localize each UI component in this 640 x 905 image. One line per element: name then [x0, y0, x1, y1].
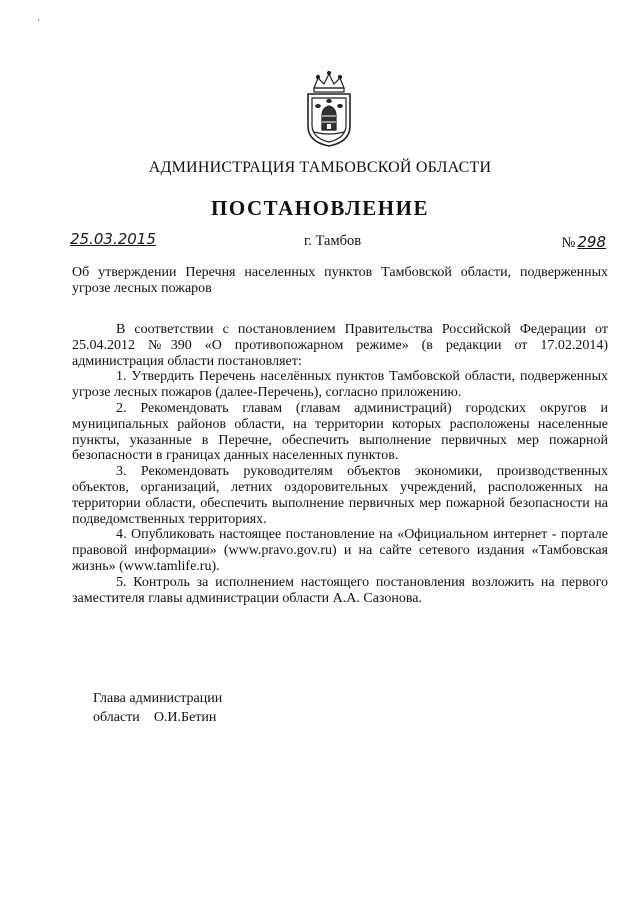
preamble-paragraph: В соответствии с постановлением Правительства Российской Федерации от 25.04.2012 №390 «О противопожарном режиме» (в редакции от 17.02.2014) администрация области постановляет:: [72, 322, 608, 369]
clause-paragraph: 2. Рекомендовать главам (главам администраций) городских округов и муниципальных районов области, на территории которых расположены населенные пункты, указанные в Перечне, обеспечить выполнение первичных мер пожарной безопасности в границах данных населенных пунктов.: [72, 400, 608, 464]
document-number: [562, 233, 606, 252]
clause-paragraph: 1. Утвердить Перечень населённых пунктов Тамбовской области, подверженных угрозе лесных пожаров (далее-Перечень), согласно приложению.: [72, 369, 608, 401]
signatory-region: области: [93, 710, 140, 725]
administration-title: АДМИНИСТРАЦИЯ ТАМБОВСКОЙ ОБЛАСТИ: [148, 159, 492, 176]
number-value: 298: [577, 233, 606, 251]
clause-paragraph: 3. Рекомендовать руководителям объектов экономики, производственных объектов, организаций, летних оздоровительных учреждений, расположенных на территории области, обеспечить выполнение первичных мер пожарной безопасности на подведомственных территориях.: [72, 464, 608, 527]
signature-block: [93, 689, 222, 727]
coat-of-arms-icon: [300, 70, 358, 148]
document-subject: Об утверждении Перечня населенных пунктов Тамбовской области, подверженных угрозе лесных пожаров: [72, 265, 608, 296]
scan-mark: ‚: [37, 12, 41, 23]
signatory-position: Глава администрации: [93, 691, 223, 706]
document-date: 25.03.2015: [70, 230, 156, 248]
clause-paragraph: 4. Опубликовать настоящее постановление на «Официальном интернет - портале правовой информации» (www.pravo.gov.ru) и на сайте сетевого издания «Тамбовская жизнь» (www.tamlife.ru).: [72, 527, 608, 574]
document-meta: [68, 230, 606, 253]
signatory-position-line2: [93, 708, 222, 727]
document-type-heading: ПОСТАНОВЛЕНИЕ: [211, 196, 429, 220]
number-sign: №: [561, 235, 576, 251]
document-city: г. Тамбов: [304, 233, 362, 249]
document-body: [72, 322, 608, 606]
signatory-name: О.И.Бетин: [153, 710, 217, 725]
clause-paragraph: 5. Контроль за исполнением настоящего постановления возложить на первого заместителя главы администрации области А.А. Сазонова.: [72, 574, 608, 606]
